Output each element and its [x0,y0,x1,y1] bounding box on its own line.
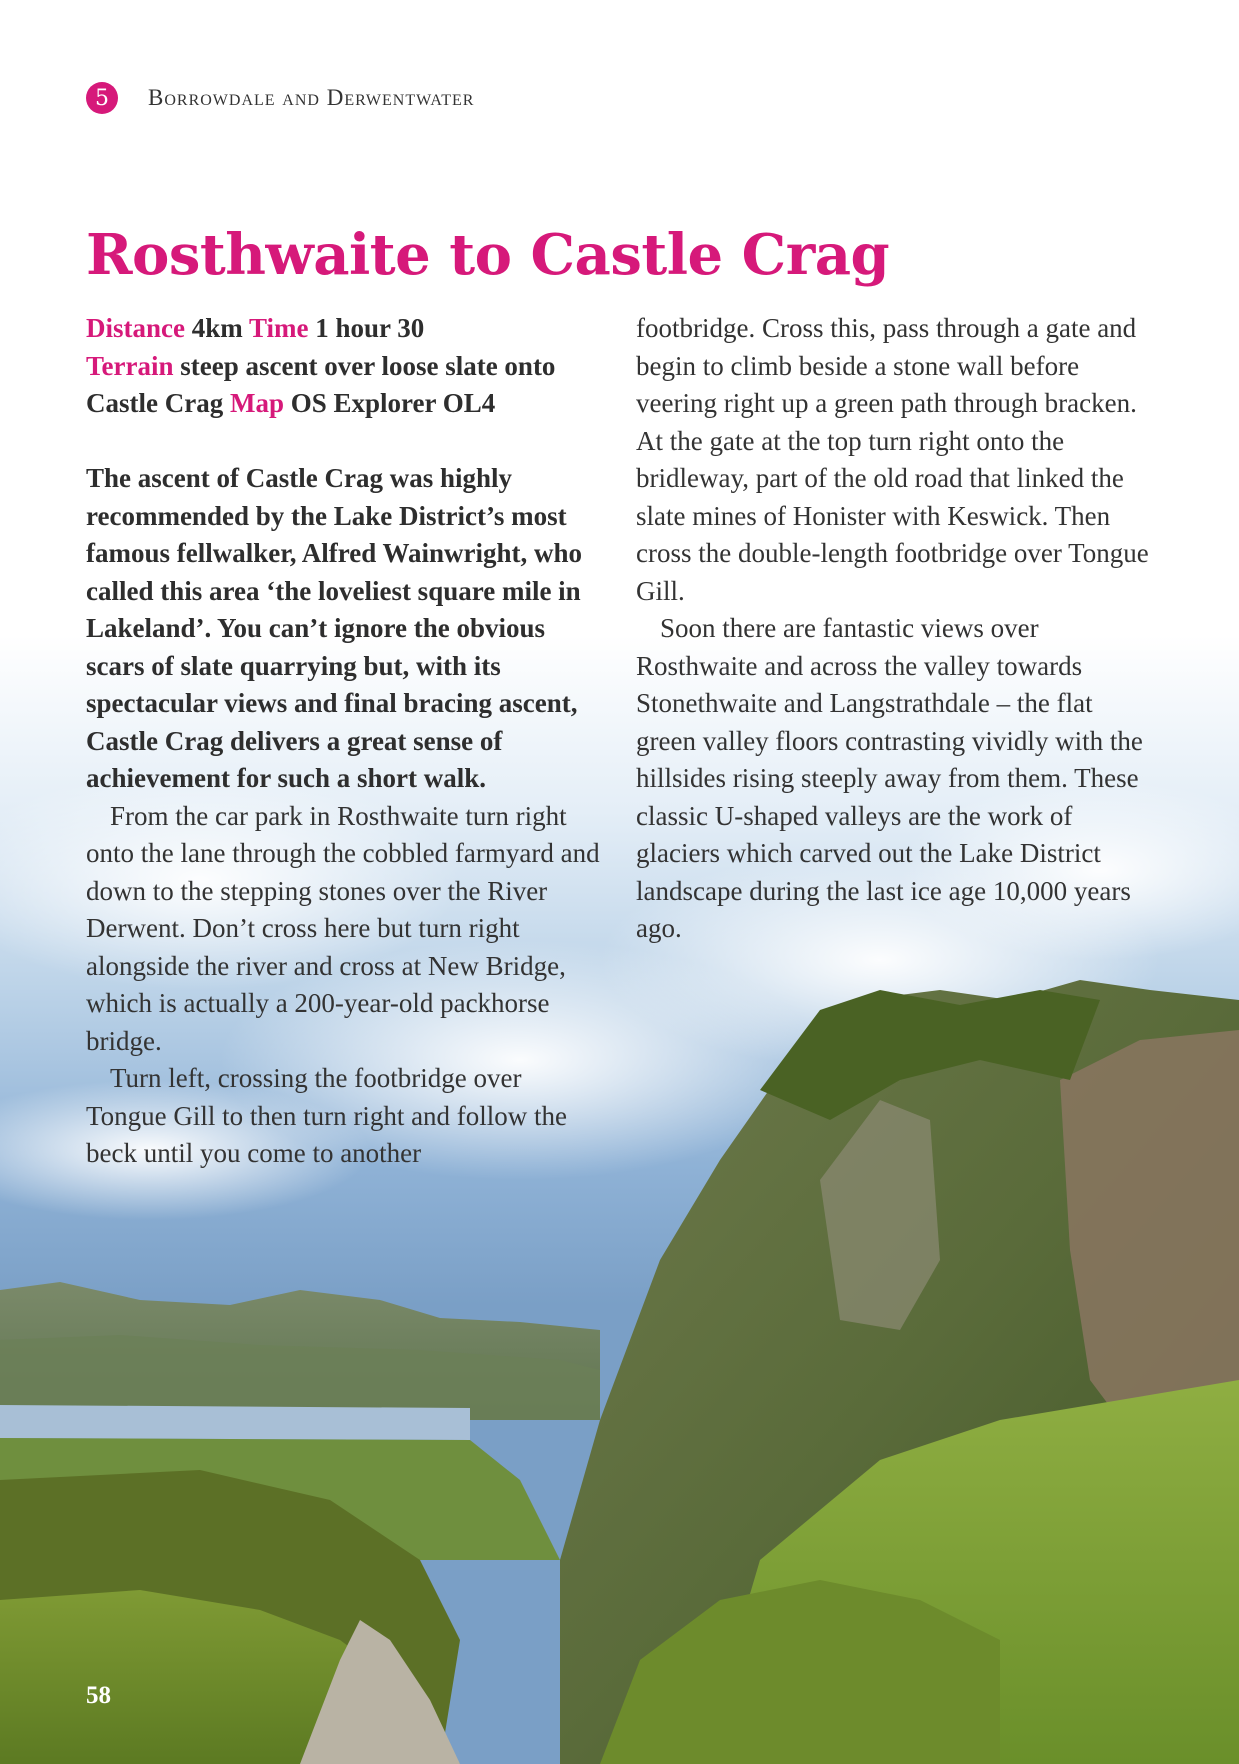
page-title: Rosthwaite to Castle Crag [86,222,890,288]
chapter-number-badge: 5 [86,82,118,114]
right-column [636,310,1156,948]
intro-paragraph: The ascent of Castle Crag was highly recommended by the Lake District’s most famous fellwalker, Alfred Wainwright, who called this area ‘the loveliest square mile in Lakeland’. You can’t ignore the obvious scars of slate quarrying but, with its spectacular views and final bracing ascent, Castle Crag delivers a great sense of achievement for such a short walk. [86,463,583,793]
distance-label: Distance [86,313,185,343]
walk-facts [86,310,606,423]
chapter-header [86,82,474,114]
terrain-value: steep ascent over loose slate onto Castle Crag [86,350,556,418]
time-value: 1 hour 30 [315,313,425,343]
terrain-label: Terrain [86,350,174,381]
map-label: Map [229,388,284,418]
body-paragraph: Soon there are fantastic views over Rosthwaite and across the valley towards Stonethwaite and Langstrathdale – the flat green valley floors contrasting vividly with the hillsides rising steeply away from them. These classic U-shaped valleys are the work of glaciers which carved out the Lake District landscape during the last ice age 10,000 years ago. [636,613,1143,943]
distance-value: 4km [191,313,243,343]
page-number: 58 [86,1682,111,1709]
map-value: OS Explorer OL4 [290,388,496,418]
body-paragraph: From the car park in Rosthwaite turn right onto the lane through the cobbled farmyard and down to the stepping stones over the River Derwent. Don’t cross here but turn right alongside the river and cross at New Bridge, which is actually a 200-year-old packhorse bridge. [86,800,600,1056]
chapter-title: Borrowdale and Derwentwater [148,85,475,110]
body-paragraph: Turn left, crossing the footbridge over Tongue Gill to then turn right and follow the beck until you come to another [86,1063,568,1168]
body-paragraph: footbridge. Cross this, pass through a gate and begin to climb beside a stone wall before veering right up a green path through bracken. At the gate at the top turn right onto the bridleway, part of the old road that linked the slate mines of Honister with Keswick. Then cross the double-length footbridge over Tongue Gill. [636,313,1149,606]
time-label: Time [249,313,309,343]
left-column [86,310,606,1173]
